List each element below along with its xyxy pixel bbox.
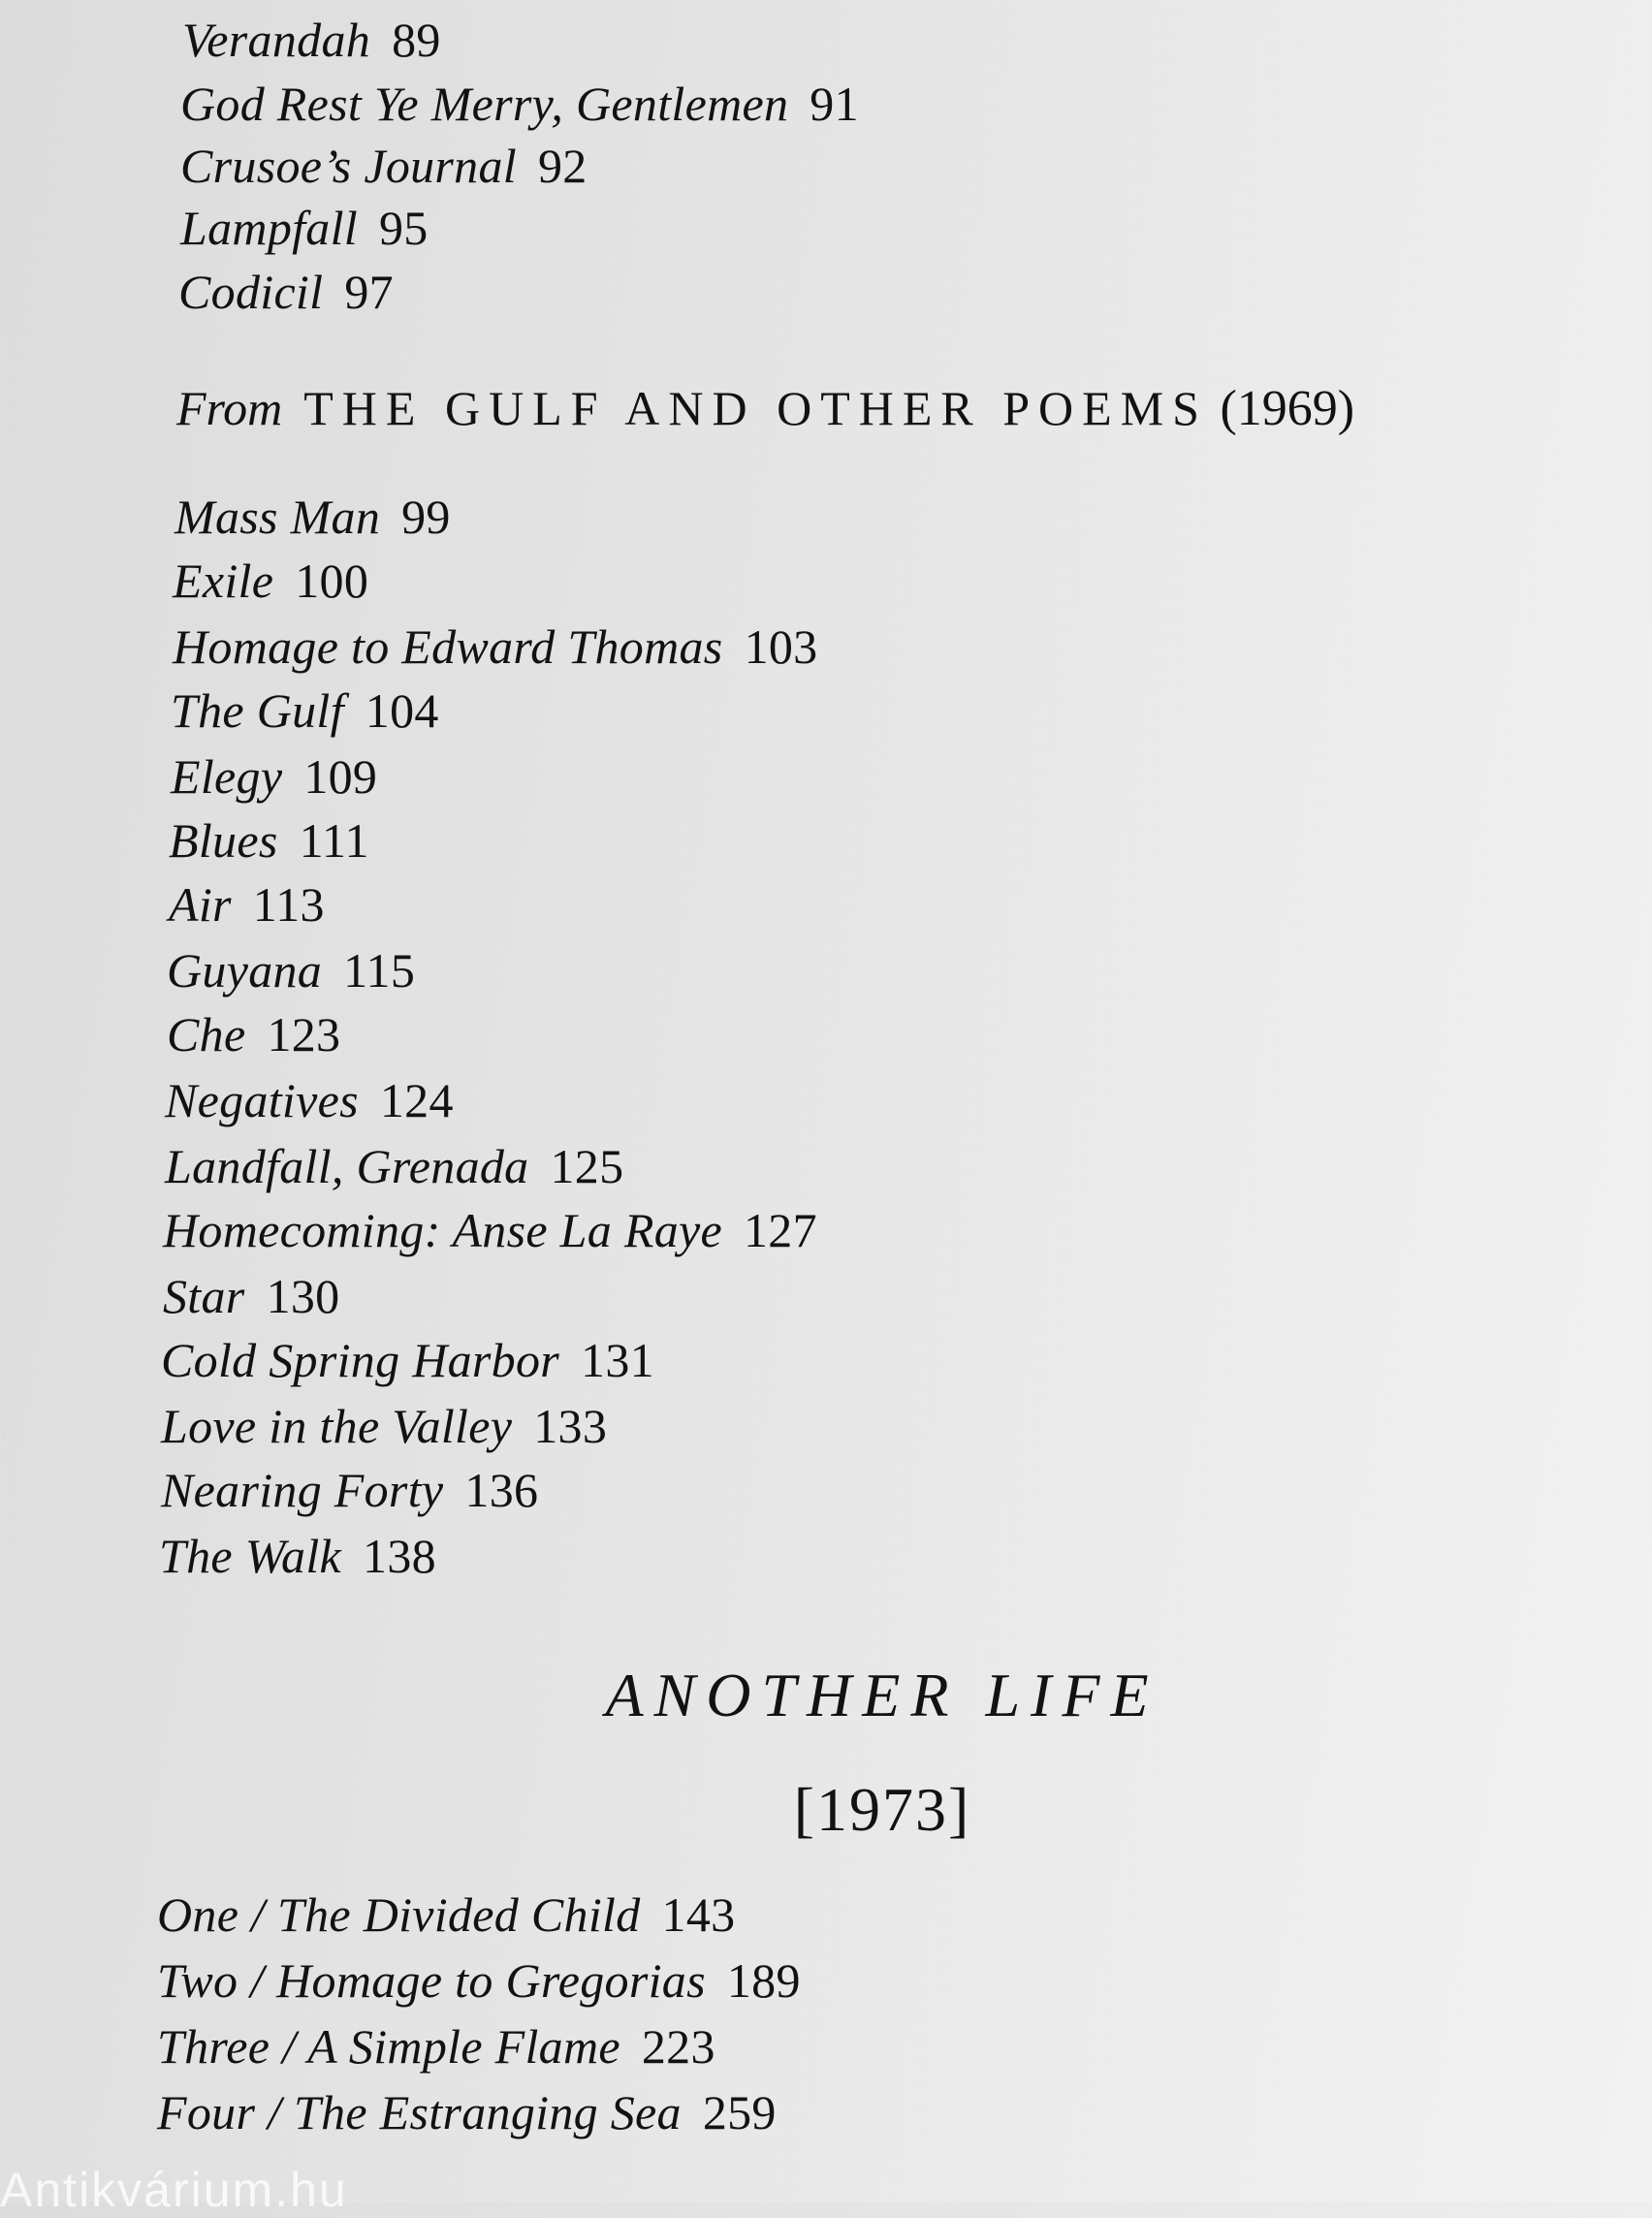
entry-title: Negatives — [165, 1073, 359, 1127]
entry-title: Four / The Estranging Sea — [157, 2085, 682, 2139]
toc-entry — [167, 1006, 340, 1062]
entry-title: Exile — [173, 554, 274, 608]
toc-entry — [182, 12, 441, 68]
entry-page: 91 — [810, 77, 859, 131]
entry-page: 92 — [537, 139, 588, 193]
entry-title: The Gulf — [171, 683, 344, 738]
entry-title: God Rest Ye Merry, Gentlemen — [180, 77, 789, 131]
entry-title: Star — [163, 1269, 245, 1323]
entry-title: Blues — [169, 813, 278, 868]
entry-page: 133 — [533, 1399, 608, 1453]
entry-title: Codicil — [178, 265, 324, 319]
entry-page: 125 — [550, 1139, 624, 1193]
entry-page: 99 — [401, 490, 451, 544]
entry-page: 189 — [726, 1953, 801, 2008]
toc-entry — [167, 942, 415, 998]
toc-entry — [165, 1138, 623, 1194]
toc-entry — [178, 264, 394, 320]
entry-page: 113 — [252, 877, 325, 932]
entry-page: 136 — [464, 1463, 539, 1517]
toc-entry — [157, 2018, 715, 2075]
toc-entry — [175, 489, 451, 545]
entry-title: The Walk — [159, 1529, 342, 1583]
toc-entry — [159, 1528, 436, 1584]
toc-entry — [157, 1886, 735, 1943]
entry-title: Lampfall — [180, 201, 358, 255]
entry-page: 111 — [299, 813, 369, 868]
toc-entry — [157, 1952, 801, 2009]
entry-page: 143 — [661, 1887, 736, 1942]
section-year: (1969) — [1220, 381, 1355, 436]
toc-entry — [169, 812, 369, 869]
entry-title: Landfall, Grenada — [165, 1139, 529, 1193]
entry-page: 115 — [343, 943, 416, 998]
toc-entry — [173, 618, 817, 675]
entry-title: One / The Divided Child — [157, 1887, 641, 1942]
entry-title: Elegy — [171, 749, 283, 804]
entry-page: 100 — [295, 554, 369, 608]
another-life-year: [1973] — [793, 1775, 971, 1844]
entry-title: Verandah — [182, 13, 371, 67]
entry-title: Air — [169, 877, 232, 932]
toc-entry — [165, 1072, 454, 1128]
entry-title: Three / A Simple Flame — [157, 2019, 620, 2074]
toc-entry — [173, 553, 368, 609]
entry-page: 127 — [743, 1203, 817, 1257]
section-book-title: THE GULF AND OTHER POEMS — [303, 381, 1208, 435]
toc-entry — [180, 200, 429, 256]
toc-entry — [163, 1202, 817, 1258]
entry-page: 89 — [392, 13, 441, 67]
entry-title: Mass Man — [175, 490, 381, 544]
entry-page: 124 — [379, 1073, 454, 1127]
toc-entry — [180, 138, 588, 194]
entry-page: 130 — [266, 1269, 340, 1323]
entry-page: 104 — [365, 683, 439, 738]
toc-entry — [171, 748, 377, 805]
toc-entry — [157, 2084, 777, 2140]
another-life-title: ANOTHER LIFE — [605, 1661, 1160, 1729]
section-from: From — [176, 381, 283, 435]
entry-title: Guyana — [167, 943, 323, 998]
entry-title: Crusoe’s Journal — [180, 139, 517, 193]
entry-title: Homecoming: Anse La Raye — [163, 1203, 722, 1257]
toc-entry — [169, 876, 325, 933]
entry-title: Che — [167, 1007, 246, 1061]
toc-entry — [180, 76, 859, 132]
toc-entry — [163, 1268, 339, 1324]
entry-page: 123 — [267, 1007, 341, 1061]
entry-page: 97 — [344, 265, 394, 319]
entry-title: Love in the Valley — [161, 1399, 513, 1453]
watermark: Antikvárium.hu — [0, 2163, 348, 2217]
entry-page: 131 — [581, 1333, 654, 1387]
entry-title: Homage to Edward Thomas — [173, 619, 723, 674]
toc-entry — [161, 1398, 607, 1454]
toc-entry — [171, 682, 439, 739]
entry-page: 259 — [702, 2085, 777, 2139]
toc-entry — [161, 1462, 538, 1518]
entry-page: 103 — [744, 619, 818, 674]
entry-page: 109 — [303, 749, 378, 804]
entry-page: 223 — [641, 2019, 715, 2074]
entry-page: 95 — [379, 201, 429, 255]
toc-entry — [161, 1332, 654, 1388]
entry-title: Cold Spring Harbor — [161, 1333, 560, 1387]
entry-title: Nearing Forty — [161, 1463, 444, 1517]
section-heading — [176, 380, 1354, 437]
entry-title: Two / Homage to Gregorias — [157, 1953, 706, 2008]
entry-page: 138 — [363, 1529, 436, 1583]
